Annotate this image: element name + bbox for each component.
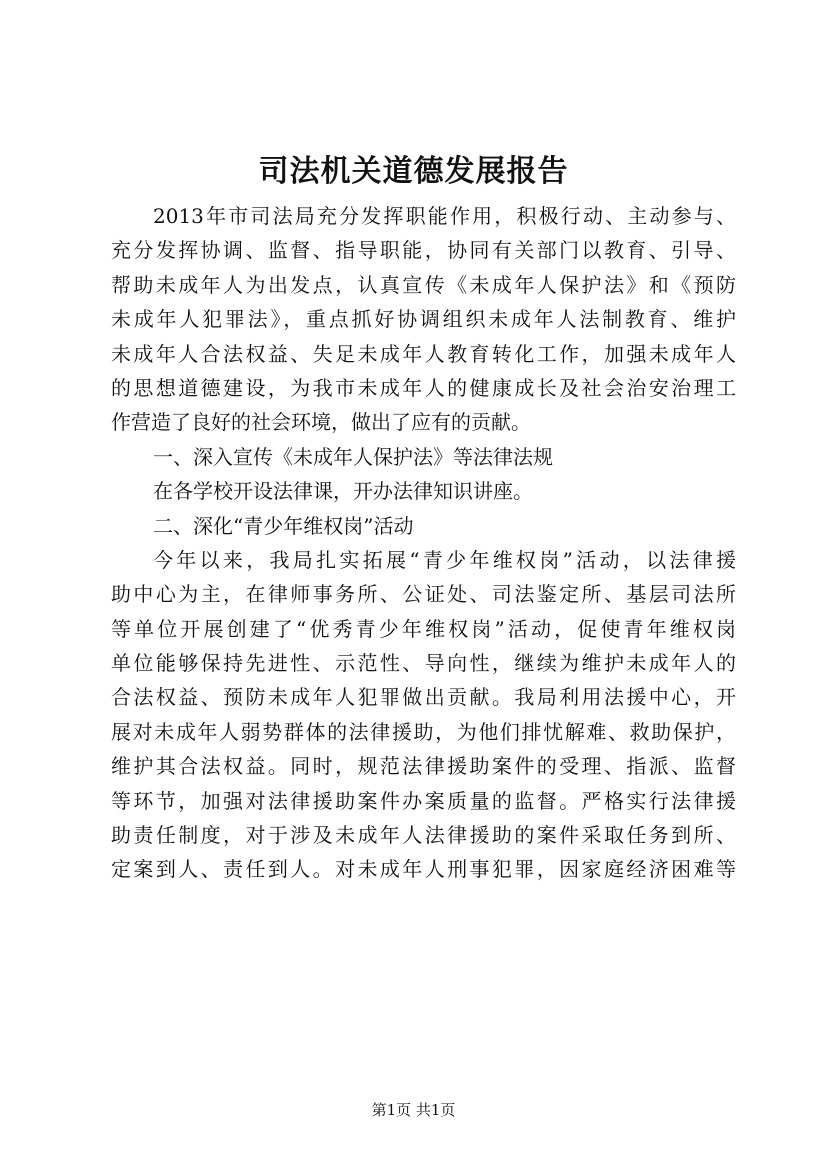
text-line: 充分发挥协调、监督、指导职能，协同有关部门以教育、引导、 [111, 238, 736, 263]
text-line: 的思想道德建设，为我市未成年人的健康成长及社会治安治理工 [111, 375, 736, 400]
text-line: 作营造了良好的社会环境，做出了应有的贡献。 [111, 410, 531, 435]
text-line: 未成年人合法权益、失足未成年人教育转化工作，加强未成年人 [111, 341, 736, 366]
text-line: 维护其合法权益。同时，规范法律援助案件的受理、指派、监督 [111, 754, 736, 779]
text-line: 未成年人犯罪法》，重点抓好协调组织未成年人法制教育、维护 [111, 307, 736, 332]
text-line: 定案到人、责任到人。对未成年人刑事犯罪，因家庭经济困难等 [111, 857, 736, 882]
text-line: 助责任制度，对于涉及未成年人法律援助的案件采取任务到所、 [111, 823, 736, 848]
page-footer: 第1页 共1页 [371, 1101, 456, 1119]
document-body [111, 199, 736, 887]
text-line: 帮助未成年人为出发点，认真宣传《未成年人保护法》和《预防 [111, 272, 736, 297]
text-line: 等单位开展创建了“优秀青少年维权岗”活动，促使青年维权岗 [111, 616, 736, 641]
text-line: 合法权益、预防未成年人犯罪做出贡献。我局利用法援中心，开 [111, 685, 736, 710]
text-line: 2013年市司法局充分发挥职能作用，积极行动、主动参与、 [153, 204, 736, 228]
text-line: 今年以来，我局扎实拓展“青少年维权岗”活动，以法律援 [153, 547, 736, 572]
section-heading: 一、深入宣传《未成年人保护法》等法律法规 [153, 444, 553, 469]
text-line: 展对未成年人弱势群体的法律援助，为他们排忧解难、救助保护， [111, 719, 736, 744]
section-heading: 二、深化“青少年维权岗”活动 [153, 513, 414, 538]
text-line: 等环节，加强对法律援助案件办案质量的监督。严格实行法律援 [111, 788, 736, 813]
text-line: 助中心为主，在律师事务所、公证处、司法鉴定所、基层司法所 [111, 582, 736, 607]
text-line: 在各学校开设法律课，开办法律知识讲座。 [153, 479, 533, 504]
text-line: 单位能够保持先进性、示范性、导向性，继续为维护未成年人的 [111, 651, 736, 676]
document-title: 司法机关道德发展报告 [258, 154, 569, 189]
